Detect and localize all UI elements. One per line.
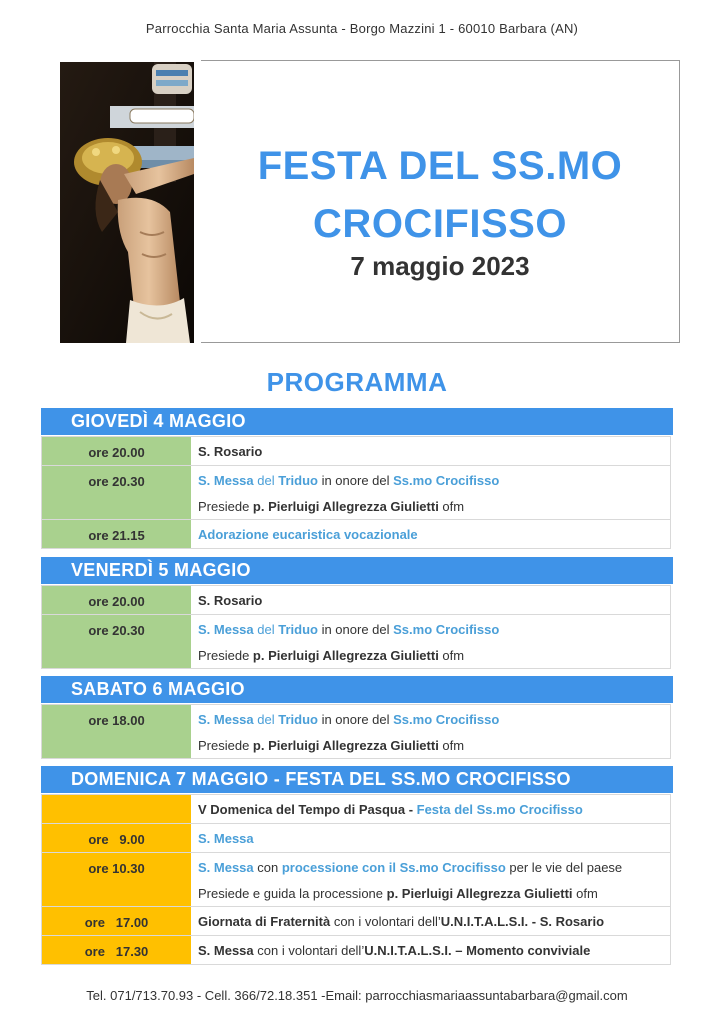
text-fragment: in onore del [317,473,394,488]
parish-address: Parrocchia Santa Maria Assunta - Borgo Mazzini 1 - 60010 Barbara (AN) [145,21,579,36]
crucifix-photo [60,62,194,343]
time-cell: ore 21.15 [42,520,191,548]
text-fragment: con [253,860,282,875]
triduo-label: Triduo [278,622,318,637]
presider-name: p. Pierluigi Allegrezza Giulietti [252,648,439,663]
day-table-friday [41,585,671,669]
schedule-row [42,519,670,548]
day-table-saturday [41,704,671,759]
text-fragment: del [253,712,279,727]
feast-date: 7 maggio 2023 [350,251,530,281]
desc-cell [191,520,670,548]
schedule-row [42,437,670,465]
unitalsi-label: U.N.I.T.A.L.S.I. - S. Rosario [440,914,605,929]
mass-label: S. Messa [198,860,254,875]
time-cell: ore 20.00 [42,437,191,465]
presider-line [198,733,670,758]
time-cell [42,795,191,823]
text-fragment: ofm [438,648,465,663]
triduo-label: Triduo [278,712,318,727]
event-line [198,853,670,881]
event-line [198,466,670,494]
desc-cell [191,936,670,964]
contact-footer: Tel. 071/713.70.93 - Cell. 366/72.18.351 -Email: parrocchiasmariaassuntabarbara@gmail.com [86,988,628,1003]
feast-label: Festa del Ss.mo Crocifisso [416,802,583,817]
text-fragment: per le vie del paese [505,860,623,875]
presider-name: p. Pierluigi Allegrezza Giulietti [252,738,439,753]
fraternity-label: Giornata di Fraternità [198,914,331,929]
mass-label: S. Messa [198,622,254,637]
desc-cell [191,853,670,906]
time-cell: ore 20.00 [42,586,191,614]
day-header-sunday: DOMENICA 7 MAGGIO - FESTA DEL SS.MO CROCIFISSO [41,766,673,793]
presider-line [198,643,670,668]
liturgy-label: V Domenica del Tempo di Pasqua - [198,802,417,817]
text-fragment: Presiede [198,738,253,753]
desc-cell [191,705,670,758]
programma-heading: PROGRAMMA [266,367,448,397]
schedule-row [42,935,670,964]
text-fragment: ofm [438,499,465,514]
schedule-row [42,614,670,668]
text-fragment: in onore del [317,712,394,727]
mass-label: S. Messa [198,712,254,727]
desc-cell [191,466,670,519]
desc-cell [191,615,670,668]
feast-title [201,137,679,253]
mass-label: S. Messa [198,943,254,958]
text-fragment: con i volontari dell’ [253,943,365,958]
event-text: S. Rosario [198,444,263,459]
text-fragment: ofm [438,738,465,753]
feast-title-line1: FESTA DEL SS.MO [257,144,623,188]
presider-name: p. Pierluigi Allegrezza Giulietti [386,886,573,901]
text-fragment: del [253,473,279,488]
time-cell: ore 10.30 [42,853,191,906]
desc-cell [191,824,670,852]
crocifisso-label: Ss.mo Crocifisso [393,622,500,637]
time-cell: ore 17.00 [42,907,191,935]
desc-cell [191,907,670,935]
event-text: S. Rosario [198,593,263,608]
event-line [198,615,670,643]
time-cell: ore 9.00 [42,824,191,852]
time-cell: ore 20.30 [42,615,191,668]
event-line [198,705,670,733]
day-header-saturday: SABATO 6 MAGGIO [41,676,673,703]
schedule-row [42,705,670,758]
schedule-row [42,465,670,519]
schedule-row [42,795,670,823]
procession-label: processione con il Ss.mo Crocifisso [281,860,506,875]
day-table-thursday [41,436,671,549]
schedule-row [42,823,670,852]
feast-title-line2: CROCIFISSO [313,202,567,246]
day-header-friday: VENERDÌ 5 MAGGIO [41,557,673,584]
mass-label: S. Messa [198,473,254,488]
desc-cell [191,586,670,614]
schedule-row [42,586,670,614]
triduo-label: Triduo [278,473,318,488]
unitalsi-label: U.N.I.T.A.L.S.I. – Momento conviviale [364,943,591,958]
crocifisso-label: Ss.mo Crocifisso [393,473,500,488]
schedule-row [42,852,670,906]
text-fragment: Presiede [198,499,253,514]
title-box [201,60,680,343]
schedule-row [42,906,670,935]
text-fragment: Presiede [198,648,253,663]
time-cell: ore 18.00 [42,705,191,758]
presider-line [198,494,670,519]
presider-line [198,881,670,906]
event-line [198,795,670,823]
text-fragment: con i volontari dell’ [330,914,441,929]
event-text: S. Messa [198,831,254,846]
text-fragment: del [253,622,279,637]
event-text: Adorazione eucaristica vocazionale [198,527,418,542]
time-cell: ore 17.30 [42,936,191,964]
time-cell: ore 20.30 [42,466,191,519]
event-line [198,907,670,935]
text-fragment: Presiede e guida la processione [198,886,387,901]
crocifisso-label: Ss.mo Crocifisso [393,712,500,727]
text-fragment: in onore del [317,622,394,637]
day-table-sunday [41,794,671,965]
desc-cell [191,795,670,823]
desc-cell [191,437,670,465]
text-fragment: ofm [572,886,598,901]
day-header-thursday: GIOVEDÌ 4 MAGGIO [41,408,673,435]
event-line [198,936,670,964]
presider-name: p. Pierluigi Allegrezza Giulietti [252,499,439,514]
